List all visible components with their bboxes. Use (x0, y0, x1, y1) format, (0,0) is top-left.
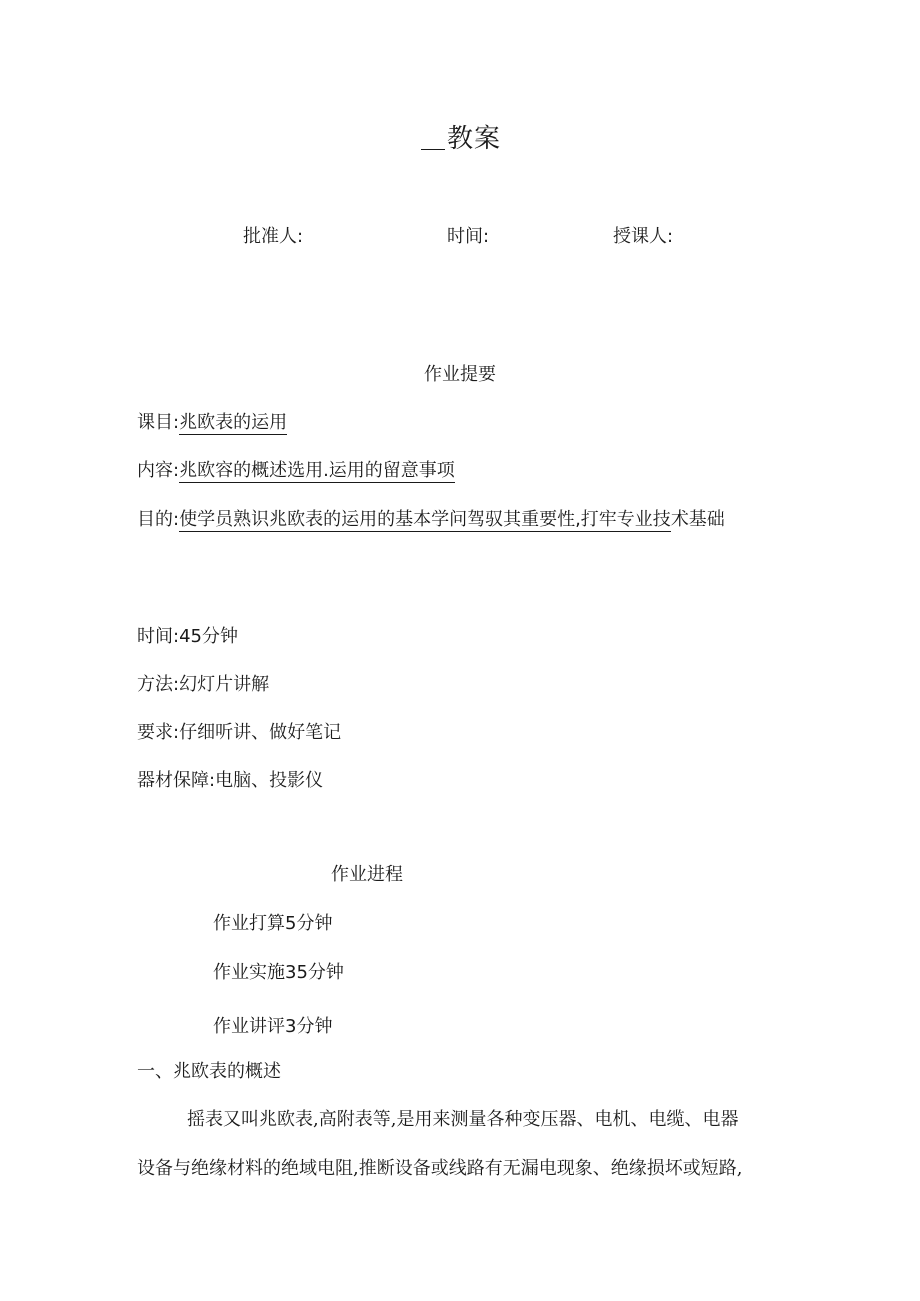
approver-label: 批准人: (243, 226, 304, 247)
equipment-label: 器材保障: (137, 770, 216, 791)
summary-heading: 作业提要 (424, 364, 496, 385)
time-label: 时间: (447, 226, 490, 247)
content-label: 内容: (137, 460, 180, 481)
equipment-value: 电脑、投影仪 (215, 770, 324, 791)
requirement-value: 仔细听讲、做好笔记 (179, 722, 342, 743)
content-value: 兆欧容的概述选用.运用的留意事项 (179, 460, 455, 481)
subject-value: 兆欧表的运用 (179, 412, 288, 433)
equipment-row (137, 766, 323, 792)
method-row (137, 670, 269, 696)
lecturer-label: 授课人: (613, 226, 674, 247)
purpose-label: 目的: (137, 509, 180, 530)
requirement-label: 要求: (137, 722, 180, 743)
purpose-value-underlined: 使学员熟识兆欧表的运用的基本学问驾驭其重要性,打牢专业技 (179, 509, 671, 530)
purpose-row (137, 505, 725, 531)
process-item: 作业讲评3分钟 (213, 1016, 333, 1037)
subject-label: 课目: (137, 412, 180, 433)
title-blank-line (421, 149, 445, 150)
document-title (421, 118, 501, 155)
section1-paragraph-line: 摇表又叫兆欧表,高附表等,是用来测量各种变压器、电机、电缆、电器 (187, 1109, 739, 1130)
process-item: 作业实施35分钟 (213, 962, 344, 983)
section1-heading: 一、兆欧表的概述 (137, 1061, 281, 1082)
method-label: 方法: (137, 674, 180, 695)
method-value: 幻灯片讲解 (179, 674, 270, 695)
duration-label: 时间: (137, 626, 180, 647)
duration-value: 45分钟 (179, 626, 238, 647)
purpose-value-rest: 术基础 (670, 509, 725, 530)
section1-paragraph-line: 设备与绝缘材料的绝域电阻,推断设备或线路有无漏电现象、绝缘损坏或短路, (137, 1158, 743, 1179)
process-heading: 作业进程 (331, 864, 403, 885)
content-row (137, 456, 455, 482)
requirement-row (137, 718, 341, 744)
subject-row (137, 408, 287, 434)
title-text: 教案 (447, 124, 502, 154)
process-item: 作业打算5分钟 (213, 913, 333, 934)
duration-row (137, 622, 238, 648)
